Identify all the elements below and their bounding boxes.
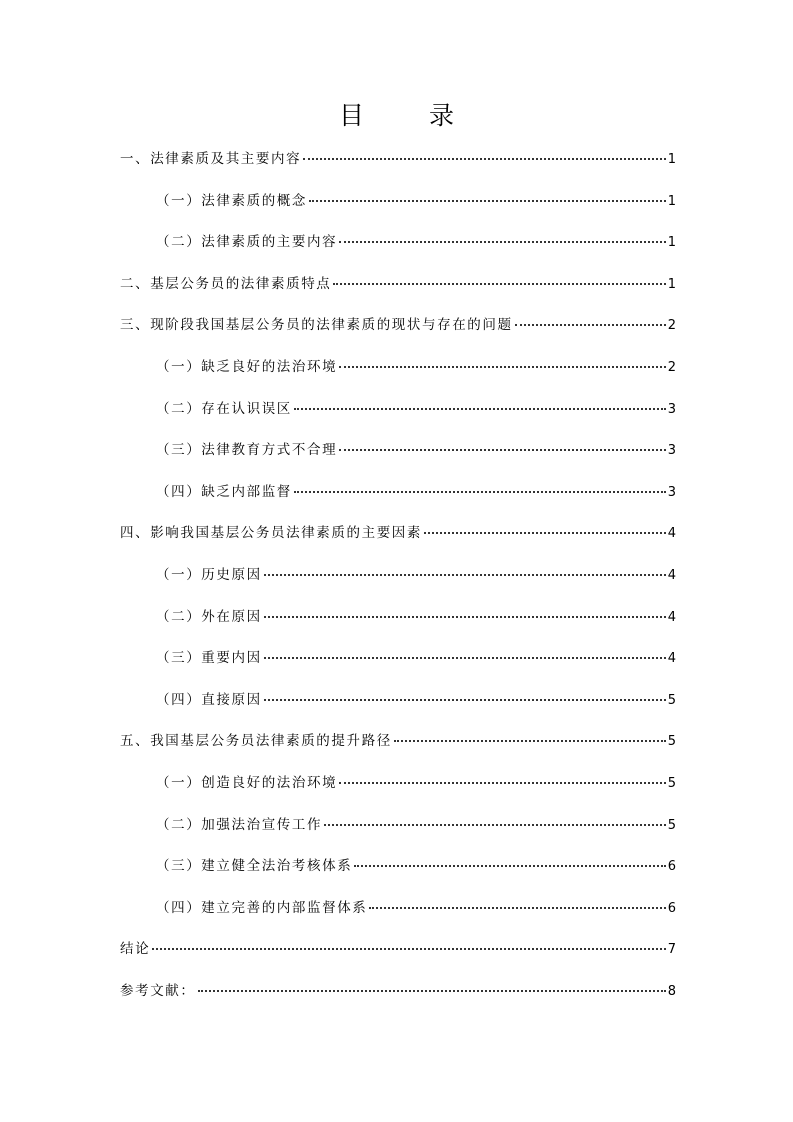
toc-entry-page-number: 1 bbox=[667, 152, 676, 167]
toc-entry-label: 一、法律素质及其主要内容 bbox=[120, 151, 302, 167]
toc-section-5-4[interactable] bbox=[120, 894, 676, 936]
toc-entry-label: （三）建立健全法治考核体系 bbox=[156, 858, 353, 875]
toc-entry-page-number: 5 bbox=[667, 692, 676, 708]
toc-references[interactable] bbox=[120, 977, 676, 1019]
dot-leader bbox=[339, 360, 666, 368]
dot-leader bbox=[303, 152, 666, 160]
dot-leader bbox=[264, 610, 666, 618]
dot-leader bbox=[394, 734, 666, 742]
toc-entry-label: （一）历史原因 bbox=[156, 566, 262, 583]
toc-entry-label: （二）存在认识误区 bbox=[156, 400, 292, 417]
toc-section-4-1[interactable] bbox=[120, 561, 676, 603]
toc-entry-label: （一）缺乏良好的法治环境 bbox=[156, 358, 338, 375]
toc-section-5[interactable] bbox=[120, 727, 676, 769]
toc-entry-page-number: 5 bbox=[667, 734, 676, 750]
toc-section-4-4[interactable] bbox=[120, 686, 676, 728]
dot-leader bbox=[294, 485, 666, 493]
toc-entry-page-number: 1 bbox=[667, 235, 676, 251]
toc-entry-page-number: 4 bbox=[667, 609, 676, 625]
toc-section-5-3[interactable] bbox=[120, 852, 676, 894]
toc-entry-page-number: 5 bbox=[667, 817, 676, 833]
toc-section-4-2[interactable] bbox=[120, 603, 676, 645]
toc-entry-page-number: 4 bbox=[667, 567, 676, 583]
toc-entry-label: 五、我国基层公务员法律素质的提升路径 bbox=[120, 733, 392, 750]
dot-leader bbox=[264, 693, 666, 701]
toc-entry-page-number: 7 bbox=[667, 942, 676, 958]
toc-entry-label: （四）建立完善的内部监督体系 bbox=[156, 899, 368, 916]
toc-entry-page-number: 4 bbox=[667, 526, 676, 542]
toc-section-3-2[interactable] bbox=[120, 395, 676, 437]
toc-section-3-1[interactable] bbox=[120, 353, 676, 395]
toc-entry-label: （一）创造良好的法治环境 bbox=[156, 774, 338, 791]
toc-entry-label: （二）法律素质的主要内容 bbox=[156, 234, 338, 251]
dot-leader bbox=[369, 901, 665, 909]
table-of-contents bbox=[120, 145, 676, 1018]
toc-section-3-3[interactable] bbox=[120, 436, 676, 478]
toc-entry-label: （一）法律素质的概念 bbox=[156, 192, 307, 209]
dot-leader bbox=[424, 526, 666, 534]
dot-leader bbox=[354, 859, 665, 867]
toc-entry-page-number: 4 bbox=[667, 651, 676, 667]
toc-entry-label: （三）法律教育方式不合理 bbox=[156, 442, 338, 459]
toc-section-5-2[interactable] bbox=[120, 811, 676, 853]
toc-entry-page-number: 6 bbox=[667, 900, 676, 916]
toc-entry-page-number: 8 bbox=[667, 983, 676, 999]
dot-leader bbox=[152, 942, 666, 950]
dot-leader bbox=[333, 277, 665, 285]
toc-entry-page-number: 6 bbox=[667, 859, 676, 875]
dot-leader bbox=[339, 235, 666, 243]
toc-section-5-1[interactable] bbox=[120, 769, 676, 811]
toc-section-4-3[interactable] bbox=[120, 644, 676, 686]
toc-entry-label: （二）外在原因 bbox=[156, 608, 262, 625]
toc-conclusion[interactable] bbox=[120, 935, 676, 977]
toc-entry-label: 四、影响我国基层公务员法律素质的主要因素 bbox=[120, 525, 422, 542]
toc-section-4[interactable] bbox=[120, 519, 676, 561]
toc-entry-label: （三）重要内因 bbox=[156, 650, 262, 667]
dot-leader bbox=[339, 443, 666, 451]
toc-entry-page-number: 3 bbox=[667, 484, 676, 500]
dot-leader bbox=[515, 318, 666, 326]
dot-leader bbox=[264, 651, 666, 659]
toc-section-3-4[interactable] bbox=[120, 478, 676, 520]
toc-section-1[interactable] bbox=[120, 145, 676, 187]
dot-leader bbox=[309, 194, 666, 202]
toc-entry-label: （二）加强法治宣传工作 bbox=[156, 816, 323, 833]
toc-title: 目 录 bbox=[338, 101, 474, 130]
toc-entry-page-number: 3 bbox=[667, 401, 676, 417]
dot-leader bbox=[294, 402, 666, 410]
toc-entry-page-number: 1 bbox=[667, 193, 676, 209]
toc-entry-label: 结论 bbox=[120, 941, 151, 958]
toc-entry-page-number: 5 bbox=[667, 775, 676, 791]
toc-section-3[interactable] bbox=[120, 311, 676, 353]
toc-entry-label: 三、现阶段我国基层公务员的法律素质的现状与存在的问题 bbox=[120, 317, 513, 334]
toc-section-1-1[interactable] bbox=[120, 187, 676, 229]
toc-section-1-2[interactable] bbox=[120, 228, 676, 270]
toc-entry-label: （四）直接原因 bbox=[156, 691, 262, 708]
dot-leader bbox=[324, 818, 666, 826]
toc-entry-page-number: 2 bbox=[667, 318, 676, 334]
toc-entry-page-number: 2 bbox=[667, 359, 676, 375]
toc-entry-label: （四）缺乏内部监督 bbox=[156, 483, 292, 500]
dot-leader bbox=[198, 984, 666, 992]
toc-section-2[interactable] bbox=[120, 270, 676, 312]
dot-leader bbox=[339, 776, 666, 784]
toc-entry-page-number: 1 bbox=[667, 276, 676, 292]
toc-entry-label: 二、基层公务员的法律素质特点 bbox=[120, 275, 332, 292]
toc-entry-page-number: 3 bbox=[667, 443, 676, 459]
dot-leader bbox=[264, 568, 666, 576]
toc-entry-label: 参考文献： bbox=[120, 982, 196, 999]
